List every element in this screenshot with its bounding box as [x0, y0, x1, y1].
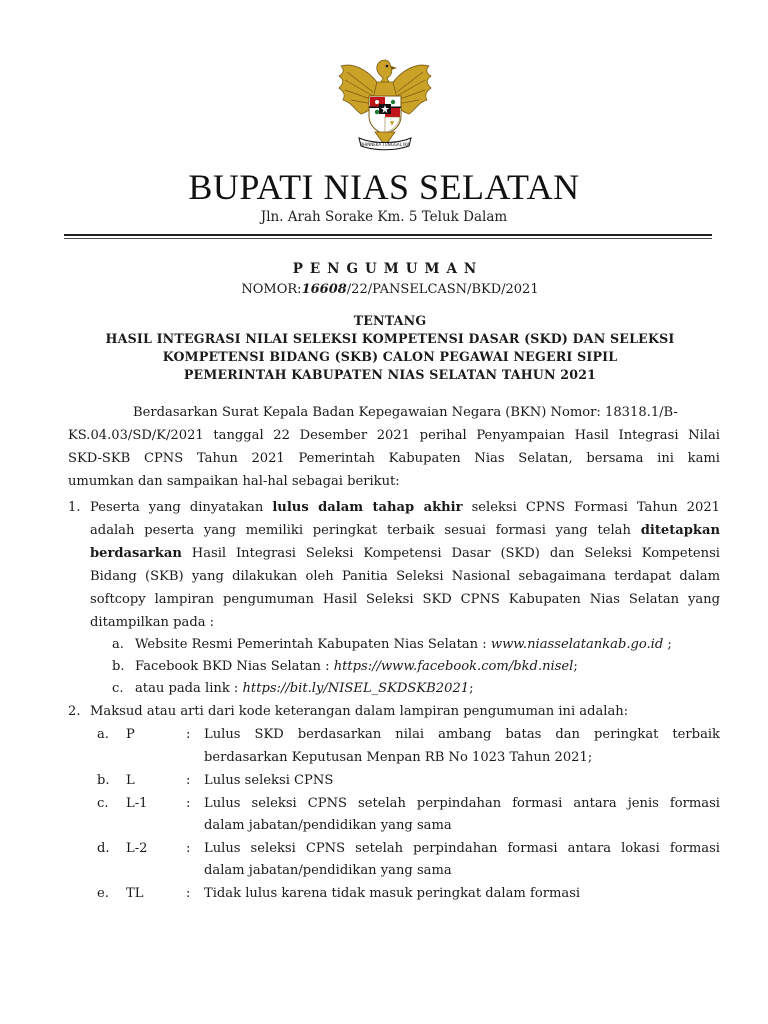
- link-label: Facebook BKD Nias Selatan :: [135, 659, 334, 674]
- svg-text:BHINNEKA TUNGGAL IKA: BHINNEKA TUNGGAL IKA: [360, 142, 410, 147]
- text-span: Hasil Integrasi Seleksi Kompetensi Dasar (SKD) dan Seleksi Kompetensi: [181, 546, 720, 561]
- code-description: Lulus seleksi CPNS: [204, 773, 334, 788]
- emphasis-text: ditetapkan: [640, 523, 720, 538]
- emphasis-text: berdasarkan: [90, 546, 182, 561]
- code-colon: :: [186, 841, 191, 856]
- code-letter: c.: [97, 796, 109, 811]
- text-span: seleksi CPNS Formasi Tahun 2021: [462, 500, 720, 515]
- link-letter: b.: [112, 659, 125, 674]
- intro-line: KS.04.03/SD/K/2021 tanggal 22 Desember 2021 perihal Penyampaian Hasil Integrasi Nilai: [68, 428, 720, 443]
- code-value: P: [126, 727, 135, 742]
- item1-line: [90, 523, 720, 538]
- nomor-suffix: /22/PANSELCASN/BKD/2021: [346, 282, 539, 297]
- list-number: 1.: [68, 500, 81, 515]
- nomor-number: 16608: [301, 282, 347, 297]
- subject-line: HASIL INTEGRASI NILAI SELEKSI KOMPETENSI DASAR (SKD) DAN SELEKSI: [105, 331, 675, 346]
- emphasis-text: lulus dalam tahap akhir: [272, 500, 463, 515]
- code-letter: a.: [97, 727, 109, 742]
- code-letter: e.: [97, 886, 109, 901]
- garuda-pancasila-emblem-icon: [333, 52, 437, 156]
- item1-line: softcopy lampiran pengumuman Hasil Seleksi SKD CPNS Kabupaten Nias Selatan yang: [90, 592, 720, 607]
- link-item-bitly: [135, 681, 474, 696]
- subject-line: KOMPETENSI BIDANG (SKB) CALON PEGAWAI NEGERI SIPIL: [162, 349, 618, 364]
- code-colon: :: [186, 796, 191, 811]
- code-description: berdasarkan Keputusan Menpan RB No 1023 Tahun 2021;: [204, 750, 593, 765]
- code-description: dalam jabatan/pendidikan yang sama: [204, 818, 452, 833]
- text-span: ;: [469, 681, 474, 696]
- link-letter: a.: [112, 637, 124, 652]
- text-span: ;: [663, 637, 672, 652]
- intro-line: umumkan dan sampaikan hal-hal sebagai berikut:: [68, 474, 400, 489]
- item1-line: [90, 546, 720, 561]
- link-label: Website Resmi Pemerintah Kabupaten Nias Selatan :: [135, 637, 491, 652]
- announcement-heading: PENGUMUMAN: [292, 261, 484, 277]
- letterhead-divider-thin: [64, 238, 712, 239]
- code-letter: d.: [97, 841, 110, 856]
- item2-intro: Maksud atau arti dari kode keterangan dalam lampiran pengumuman ini adalah:: [90, 704, 629, 719]
- subject-label: TENTANG: [353, 313, 427, 328]
- text-span: ;: [573, 659, 578, 674]
- list-number: 2.: [68, 704, 81, 719]
- code-value: L-1: [126, 796, 148, 811]
- link-item-website: [135, 637, 672, 652]
- letterhead-address: Jln. Arah Sorake Km. 5 Teluk Dalam: [260, 209, 508, 225]
- code-colon: :: [186, 727, 191, 742]
- code-colon: :: [186, 773, 191, 788]
- facebook-link[interactable]: https://www.facebook.com/bkd.nisel: [333, 659, 574, 674]
- item1-line: [90, 500, 720, 515]
- bitly-link[interactable]: https://bit.ly/NISEL_SKDSKB2021: [242, 681, 470, 696]
- item1-line: Bidang (SKB) yang dilakukan oleh Panitia Seleksi Nasional sebagaimana terdapat dalam: [90, 569, 720, 584]
- text-span: Peserta yang dinyatakan: [90, 500, 273, 515]
- code-description: dalam jabatan/pendidikan yang sama: [204, 863, 452, 878]
- intro-line: SKD-SKB CPNS Tahun 2021 Pemerintah Kabupaten Nias Selatan, bersama ini kami: [68, 451, 720, 466]
- code-description: Lulus SKD berdasarkan nilai ambang batas dan peringkat terbaik: [204, 727, 720, 742]
- link-label: atau pada link :: [135, 681, 243, 696]
- code-letter: b.: [97, 773, 110, 788]
- intro-line: Berdasarkan Surat Kepala Badan Kepegawaian Negara (BKN) Nomor: 18318.1/B-: [133, 405, 678, 420]
- code-description: Lulus seleksi CPNS setelah perpindahan formasi antara lokasi formasi: [204, 841, 720, 856]
- code-colon: :: [186, 886, 191, 901]
- announcement-number: [0, 282, 768, 297]
- code-value: L: [126, 773, 135, 788]
- code-description: Tidak lulus karena tidak masuk peringkat dalam formasi: [204, 886, 581, 901]
- link-item-facebook: [135, 659, 578, 674]
- letterhead-divider: [64, 234, 712, 236]
- text-span: adalah peserta yang memiliki peringkat terbaik sesuai formasi yang telah: [90, 523, 641, 538]
- nomor-prefix: NOMOR:: [241, 282, 302, 297]
- code-value: L-2: [126, 841, 148, 856]
- subject-line: PEMERINTAH KABUPATEN NIAS SELATAN TAHUN 2021: [183, 367, 597, 382]
- website-link[interactable]: www.niasselatankab.go.id: [490, 637, 664, 652]
- link-letter: c.: [112, 681, 124, 696]
- page-title: BUPATI NIAS SELATAN: [188, 167, 580, 207]
- code-value: TL: [126, 886, 144, 901]
- code-description: Lulus seleksi CPNS setelah perpindahan formasi antara jenis formasi: [204, 796, 720, 811]
- item1-line: ditampilkan pada :: [90, 615, 215, 630]
